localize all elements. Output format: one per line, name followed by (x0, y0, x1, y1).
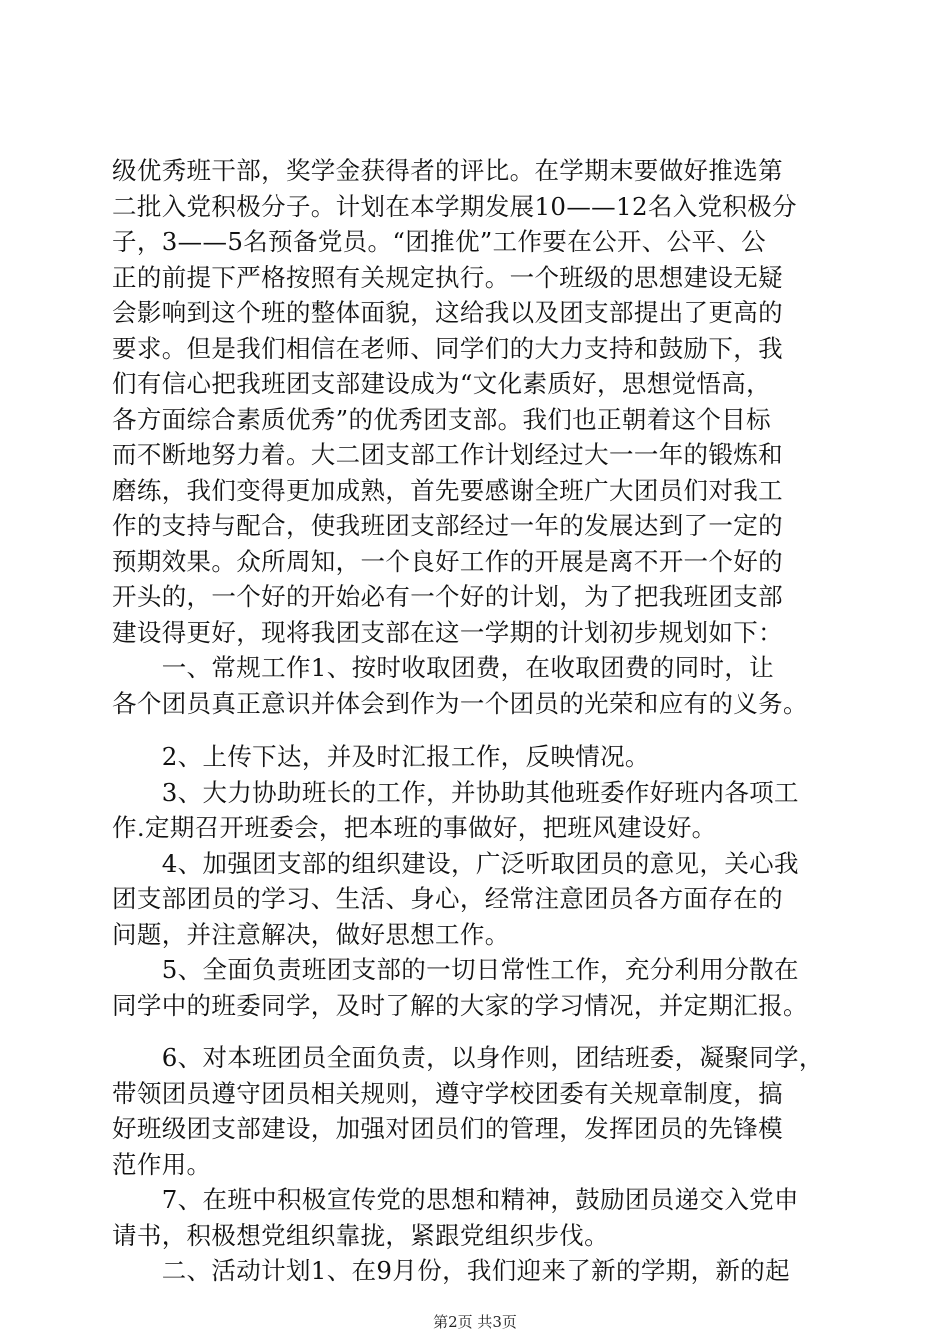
page-footer (0, 1312, 950, 1332)
text-line: 建设得更好，现将我团支部在这一学期的计划初步规划如下： (112, 618, 783, 647)
text-line: 会影响到这个班的整体面貌，这给我以及团支部提出了更高的 (112, 298, 783, 327)
text-line: 6、对本班团员全面负责，以身作则，团结班委，凝聚同学， (112, 1043, 824, 1072)
text-line: 2、上传下达，并及时汇报工作，反映情况。 (112, 742, 650, 771)
page-number: 第2页 共3页 (433, 1313, 517, 1331)
text-line: 好班级团支部建设，加强对团员们的管理，发挥团员的先锋模 (112, 1114, 783, 1143)
text-line: 级优秀班干部，奖学金获得者的评比。在学期末要做好推选第 (112, 156, 783, 185)
text-line: 正的前提下严格按照有关规定执行。一个班级的思想建设无疑 (112, 263, 783, 292)
text-line: 要求。但是我们相信在老师、同学们的大力支持和鼓励下，我 (112, 334, 783, 363)
text-line: 请书，积极想党组织靠拢，紧跟党组织步伐。 (112, 1221, 609, 1250)
text-line: 作.定期召开班委会，把本班的事做好，把班风建设好。 (112, 813, 717, 842)
text-line: 而不断地努力着。大二团支部工作计划经过大一一年的锻炼和 (112, 440, 783, 469)
text-line: 5、全面负责班团支部的一切日常性工作，充分利用分散在 (112, 955, 799, 984)
text-line: 范作用。 (112, 1150, 212, 1179)
text-line: 同学中的班委同学，及时了解的大家的学习情况，并定期汇报。 (112, 991, 808, 1020)
text-line: 带领团员遵守团员相关规则，遵守学校团委有关规章制度，搞 (112, 1079, 783, 1108)
text-line: 4、加强团支部的组织建设，广泛听取团员的意见，关心我 (112, 849, 799, 878)
text-line: 开头的，一个好的开始必有一个好的计划，为了把我班团支部 (112, 582, 783, 611)
text-line: 子，3——5名预备党员。“团推优”工作要在公开、公平、公 (112, 227, 767, 256)
text-line: 作的支持与配合，使我班团支部经过一年的发展达到了一定的 (112, 511, 783, 540)
text-line: 问题，并注意解决，做好思想工作。 (112, 920, 510, 949)
text-line: 7、在班中积极宣传党的思想和精神，鼓励团员递交入党申 (112, 1185, 799, 1214)
text-line: 二批入党积极分子。计划在本学期发展10——12名入党积极分 (112, 192, 797, 221)
text-line: 磨练，我们变得更加成熟，首先要感谢全班广大团员们对我工 (112, 476, 783, 505)
text-line: 团支部团员的学习、生活、身心，经常注意团员各方面存在的 (112, 884, 783, 913)
text-line: 各个团员真正意识并体会到作为一个团员的光荣和应有的义务。 (112, 689, 808, 718)
text-line: 3、大力协助班长的工作，并协助其他班委作好班内各项工 (112, 778, 799, 807)
text-line: 们有信心把我班团支部建设成为“文化素质好，思想觉悟高， (112, 369, 771, 398)
text-line: 预期效果。众所周知，一个良好工作的开展是离不开一个好的 (112, 547, 783, 576)
text-line: 二、活动计划1、在9月份，我们迎来了新的学期，新的起 (112, 1256, 790, 1285)
text-line: 各方面综合素质优秀”的优秀团支部。我们也正朝着这个目标 (112, 405, 771, 434)
text-line: 一、常规工作1、按时收取团费，在收取团费的同时，让 (112, 653, 775, 682)
